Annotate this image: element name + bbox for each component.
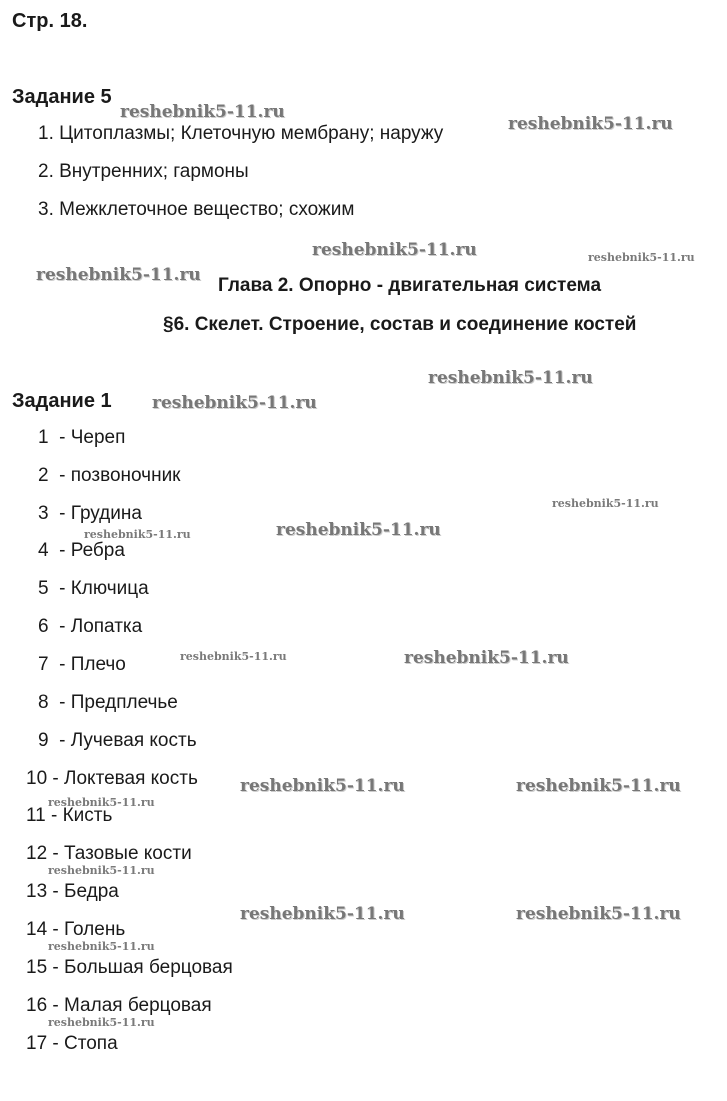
watermark: reshebnik5-11.ru <box>120 102 285 122</box>
watermark: reshebnik5-11.ru <box>48 864 155 877</box>
watermark: reshebnik5-11.ru <box>588 251 695 264</box>
task1-item-10: 10 - Локтевая кость <box>26 768 198 789</box>
task1-item-16: 16 - Малая берцовая <box>26 995 212 1016</box>
watermark: reshebnik5-11.ru <box>240 776 405 796</box>
task5-heading: Задание 5 <box>12 86 112 108</box>
task1-item-17: 17 - Стопа <box>26 1033 118 1054</box>
watermark: reshebnik5-11.ru <box>48 796 155 809</box>
task1-item-7: 7 - Плечо <box>38 654 126 675</box>
task1-item-9: 9 - Лучевая кость <box>38 730 197 751</box>
task5-item-3: 3. Межклеточное вещество; схожим <box>38 199 355 220</box>
task1-item-5: 5 - Ключица <box>38 578 149 599</box>
watermark: reshebnik5-11.ru <box>516 904 681 924</box>
watermark: reshebnik5-11.ru <box>312 240 477 260</box>
watermark: reshebnik5-11.ru <box>276 520 441 540</box>
task1-item-13: 13 - Бедра <box>26 881 119 902</box>
watermark: reshebnik5-11.ru <box>552 497 659 510</box>
watermark: reshebnik5-11.ru <box>48 940 155 953</box>
task1-item-2: 2 - позвоночник <box>38 465 181 486</box>
watermark: reshebnik5-11.ru <box>84 528 191 541</box>
task1-item-3: 3 - Грудина <box>38 503 142 524</box>
watermark: reshebnik5-11.ru <box>508 114 673 134</box>
chapter-title: Глава 2. Опорно - двигательная система <box>218 275 602 296</box>
page-label: Стр. 18. <box>12 10 88 32</box>
task5-item-1: 1. Цитоплазмы; Клеточную мембрану; наружу <box>38 123 444 144</box>
watermark: reshebnik5-11.ru <box>516 776 681 796</box>
task1-item-15: 15 - Большая берцовая <box>26 957 233 978</box>
task1-item-14: 14 - Голень <box>26 919 126 940</box>
task1-item-4: 4 - Ребра <box>38 540 125 561</box>
task1-item-6: 6 - Лопатка <box>38 616 143 637</box>
task1-item-8: 8 - Предплечье <box>38 692 178 713</box>
watermark: reshebnik5-11.ru <box>404 648 569 668</box>
task1-item-12: 12 - Тазовые кости <box>26 843 192 864</box>
watermark: reshebnik5-11.ru <box>180 650 287 663</box>
task1-item-1: 1 - Череп <box>38 427 126 448</box>
watermark: reshebnik5-11.ru <box>152 393 317 413</box>
task1-item-11: 11 - Кисть <box>26 805 113 826</box>
watermark: reshebnik5-11.ru <box>48 1016 155 1029</box>
watermark: reshebnik5-11.ru <box>428 368 593 388</box>
watermark: reshebnik5-11.ru <box>36 265 201 285</box>
section-title: §6. Скелет. Строение, состав и соединение костей <box>163 314 637 335</box>
task1-heading: Задание 1 <box>12 390 112 412</box>
task5-item-2: 2. Внутренних; гармоны <box>38 161 249 182</box>
watermark: reshebnik5-11.ru <box>240 904 405 924</box>
